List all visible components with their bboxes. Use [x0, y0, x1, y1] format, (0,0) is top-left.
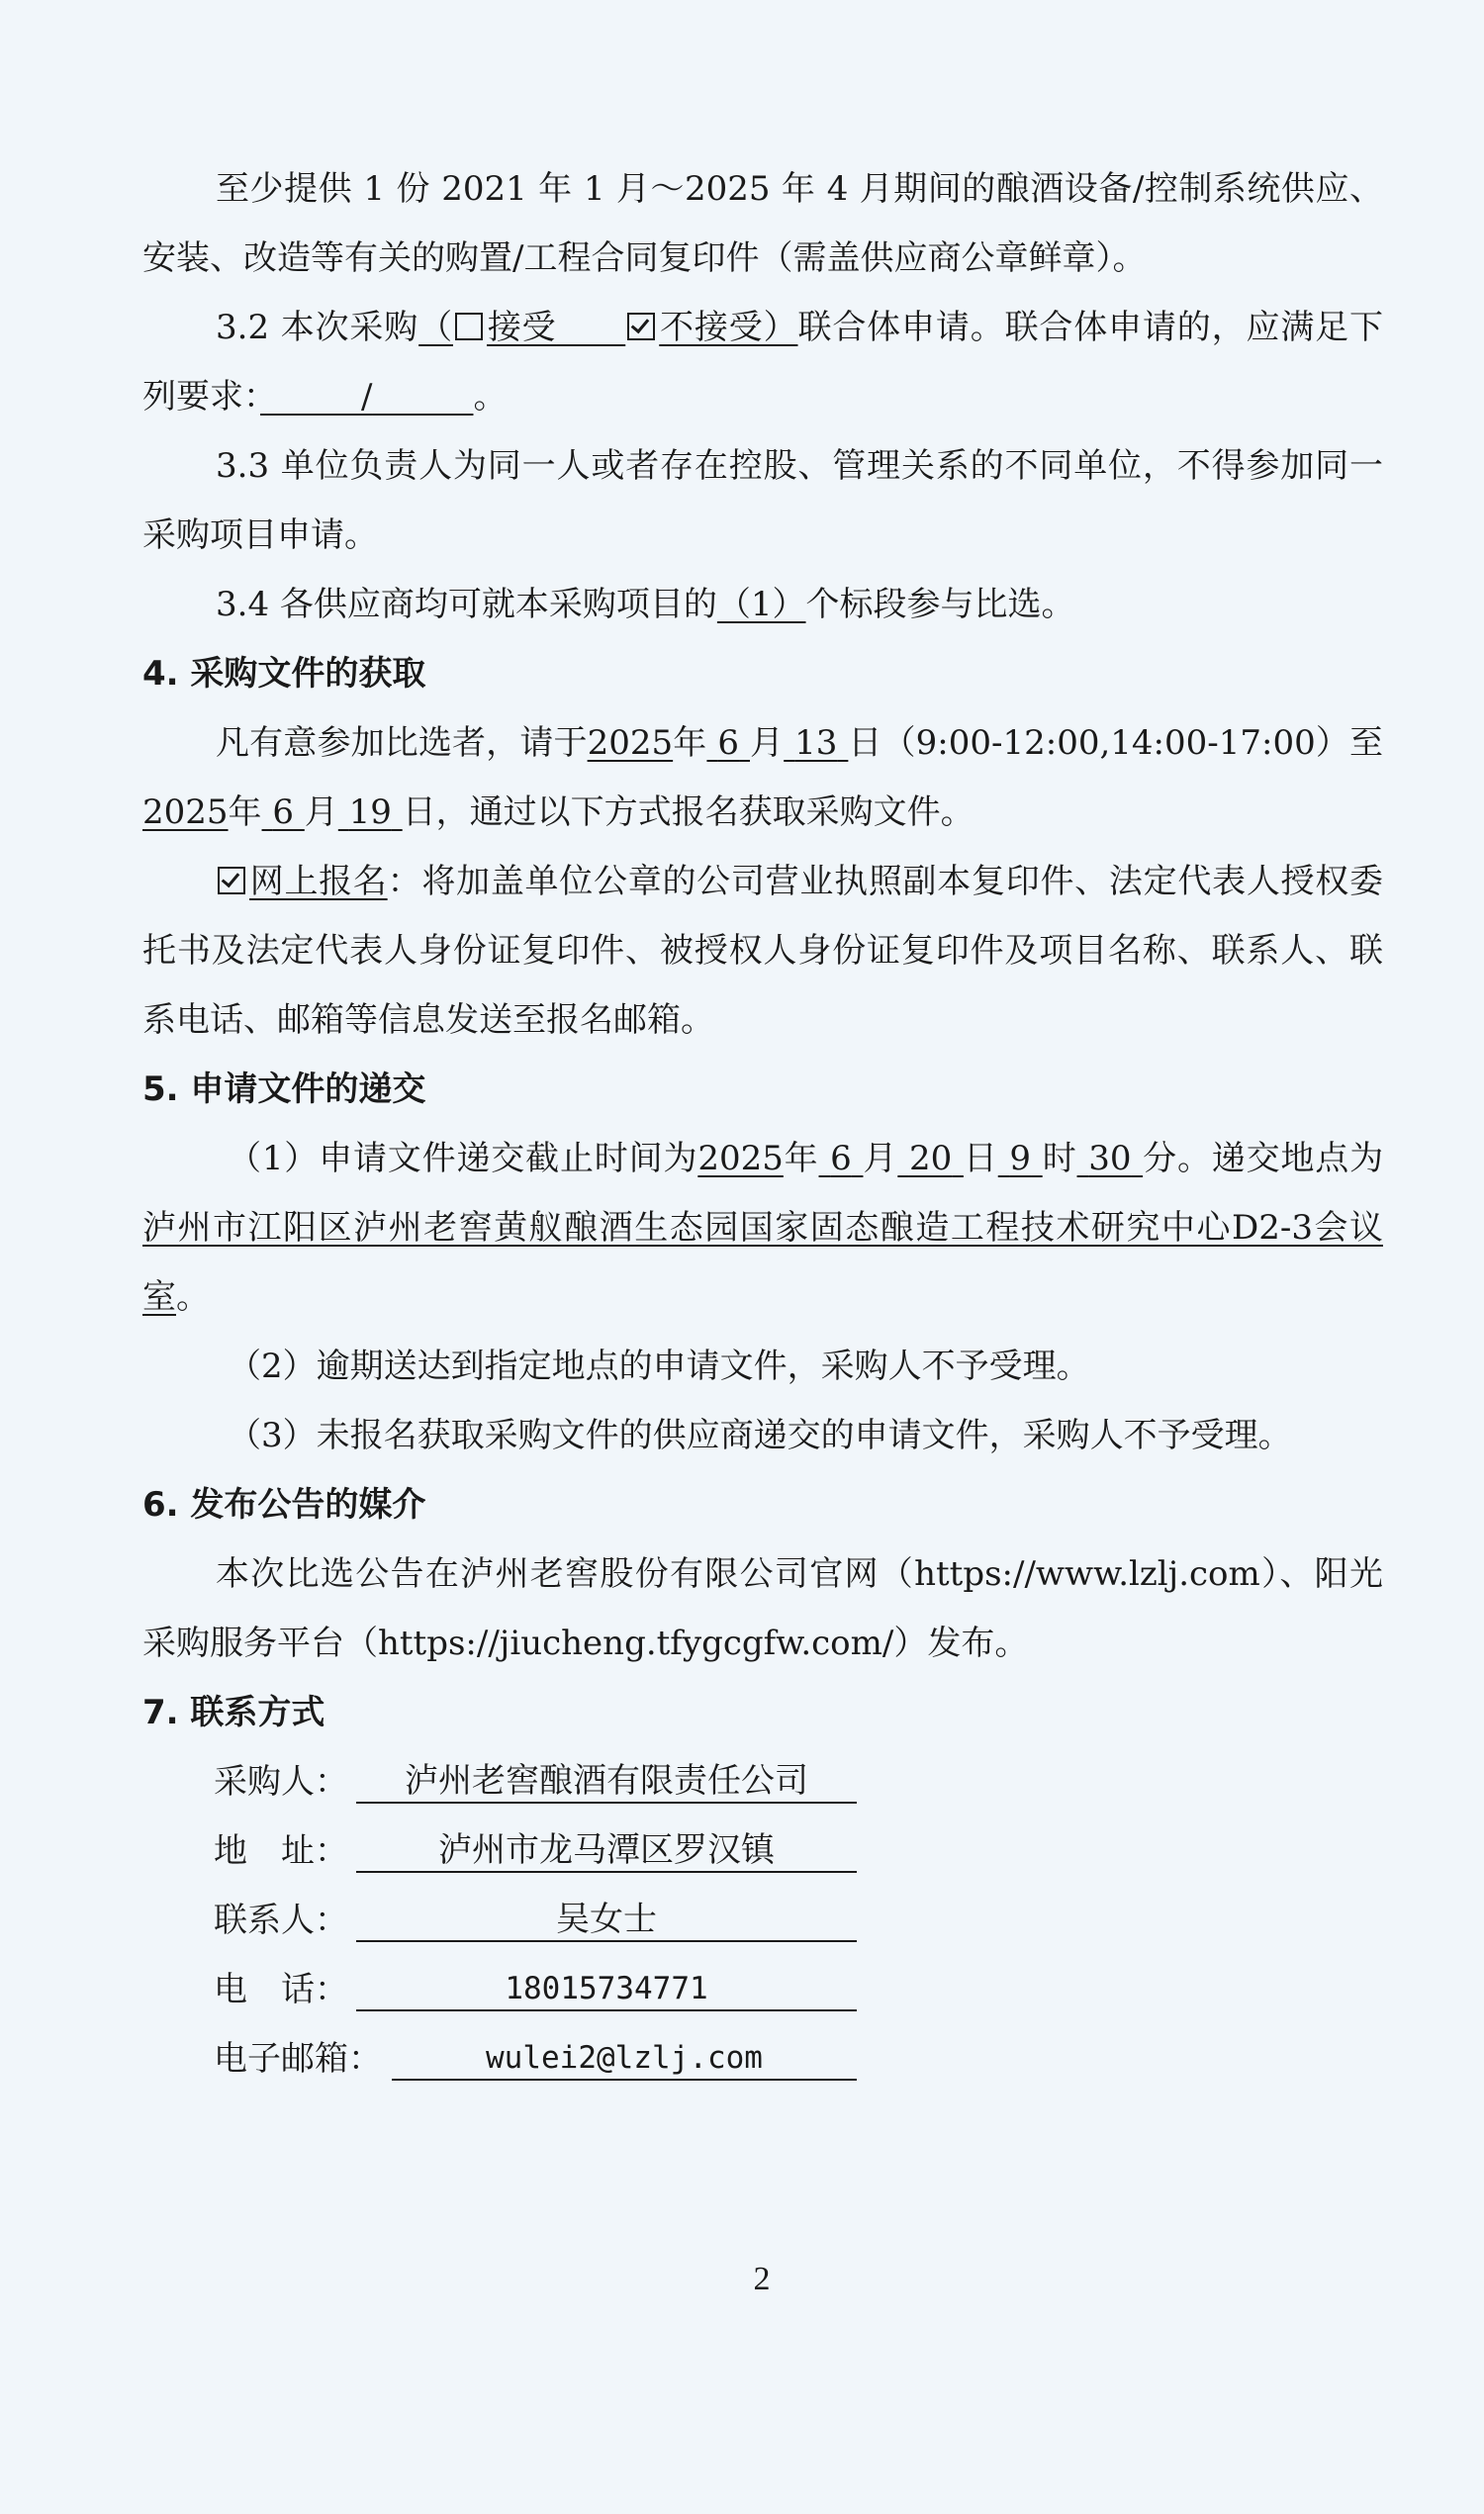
text: 年 — [783, 1139, 819, 1178]
text: 月 — [750, 723, 785, 763]
address-value: 泸州市龙马潭区罗汉镇 — [356, 1821, 857, 1873]
deadline-year: 2025 — [697, 1139, 784, 1178]
section-3-4-prefix: 3.4 各供应商均可就本采购项目的 — [216, 585, 717, 624]
reject-checkbox-checked-icon — [627, 313, 655, 340]
heading-4: 4. 采购文件的获取 — [142, 654, 426, 694]
section-3-2-prefix: 3.2 本次采购 — [216, 308, 419, 347]
email-value: wulei2@lzlj.com — [392, 2029, 857, 2081]
value: 13 — [794, 723, 838, 763]
value: 30 — [1088, 1139, 1132, 1178]
value: 9 — [1009, 1139, 1032, 1178]
online-checkbox-checked-icon — [218, 867, 245, 894]
start-month — [706, 723, 750, 763]
contact-address — [214, 1821, 857, 1881]
buyer-value: 泸州老窖酿酒有限责任公司 — [356, 1752, 857, 1804]
requirement-blank — [260, 377, 473, 417]
text: 月 — [304, 792, 338, 832]
online-label: 网上报名 — [249, 862, 388, 901]
heading-6: 6. 发布公告的媒介 — [142, 1485, 426, 1525]
text: 时 — [1042, 1139, 1077, 1178]
deadline-hour — [998, 1139, 1043, 1178]
text: 日，通过以下方式报名获取采购文件。 — [402, 792, 974, 832]
value: 6 — [272, 792, 294, 832]
acquisition-paragraph — [142, 708, 1383, 847]
text: 月 — [863, 1139, 898, 1178]
phone-label: 电 话： — [214, 1970, 348, 2009]
page-number: 2 — [753, 2261, 771, 2297]
address-label: 地 址： — [214, 1831, 348, 1871]
deadline-day — [897, 1139, 964, 1178]
text: 日（9:00-12:00,14:00-17:00）至 — [848, 723, 1384, 763]
start-day — [784, 723, 848, 763]
contact-person — [214, 1891, 857, 1950]
person-value: 吴女士 — [356, 1891, 857, 1942]
online-text: ：将加盖单位公章的公司营业执照副本复印件、法定代表人授权委托书及法定代表人身份证复印件、被授权人身份证复印件及项目名称、联系人、联系电话、邮箱等信息发送至报名邮箱。 — [142, 862, 1384, 1040]
section-3-3: 3.3 单位负责人为同一人或者存在控股、管理关系的不同单位，不得参加同一采购项目申请。 — [142, 446, 1383, 555]
option-accept: 接受 — [486, 308, 557, 347]
lot-count: （1） — [716, 585, 806, 624]
text: 年 — [228, 792, 262, 832]
online-registration — [142, 847, 1383, 1055]
person-label: 联系人： — [214, 1901, 348, 1940]
value: 6 — [830, 1139, 852, 1178]
period: 。 — [473, 377, 508, 417]
late-submission-note: （2）逾期送达到指定地点的申请文件，采购人不予受理。 — [228, 1347, 1090, 1386]
heading-5: 5. 申请文件的递交 — [142, 1070, 426, 1109]
deadline-month — [819, 1139, 864, 1178]
unregistered-note: （3）未报名获取采购文件的供应商递交的申请文件，采购人不予受理。 — [228, 1416, 1292, 1455]
text: 。 — [176, 1277, 210, 1317]
value: 19 — [348, 792, 392, 832]
media-paragraph: 本次比选公告在泸州老窖股份有限公司官网（https://www.lzlj.com）、阳光采购服务平台（https://jiucheng.tfygcgfw.com/）发布。 — [142, 1554, 1383, 1663]
text: 年 — [673, 723, 707, 763]
buyer-label: 采购人： — [214, 1762, 348, 1802]
open-paren: （ — [418, 308, 453, 347]
deadline-minute — [1077, 1139, 1144, 1178]
end-day — [338, 792, 403, 832]
section-3-4 — [142, 570, 1383, 639]
accept-checkbox-empty-icon — [455, 313, 483, 340]
text: 凡有意参加比选者，请于 — [216, 723, 588, 763]
text: （1）申请文件递交截止时间为 — [228, 1139, 698, 1178]
contact-phone — [214, 1960, 857, 2019]
phone-value: 18015734771 — [356, 1960, 857, 2011]
consortium-options — [418, 308, 797, 347]
section-3-2-suffix: 联合体申请。联合体申请的，应满足下列要求： — [142, 308, 1384, 417]
value: 6 — [717, 723, 740, 763]
value: 20 — [908, 1139, 953, 1178]
text: 分。递交地点为 — [1143, 1139, 1384, 1178]
option-reject: 不接受） — [659, 308, 798, 347]
start-year: 2025 — [587, 723, 674, 763]
heading-7: 7. 联系方式 — [142, 1693, 325, 1732]
text: 日 — [963, 1139, 998, 1178]
section-3-2 — [142, 293, 1383, 431]
email-label: 电子邮箱： — [214, 2039, 382, 2079]
end-year: 2025 — [142, 792, 229, 832]
end-month — [262, 792, 305, 832]
submission-location: 泸州市江阳区泸州老窖黄舣酿酒生态园国家固态酿造工程技术研究中心D2-3会议室 — [142, 1208, 1383, 1317]
qualification-paragraph: 至少提供 1 份 2021 年 1 月～2025 年 4 月期间的酿酒设备/控制系统供应、安装、改造等有关的购置/工程合同复印件（需盖供应商公章鲜章）。 — [142, 169, 1383, 278]
submission-paragraph — [142, 1124, 1383, 1332]
section-3-4-suffix: 个标段参与比选。 — [805, 585, 1075, 624]
contact-buyer — [214, 1752, 857, 1812]
requirement-value: / — [361, 377, 373, 417]
contact-email — [214, 2029, 857, 2089]
